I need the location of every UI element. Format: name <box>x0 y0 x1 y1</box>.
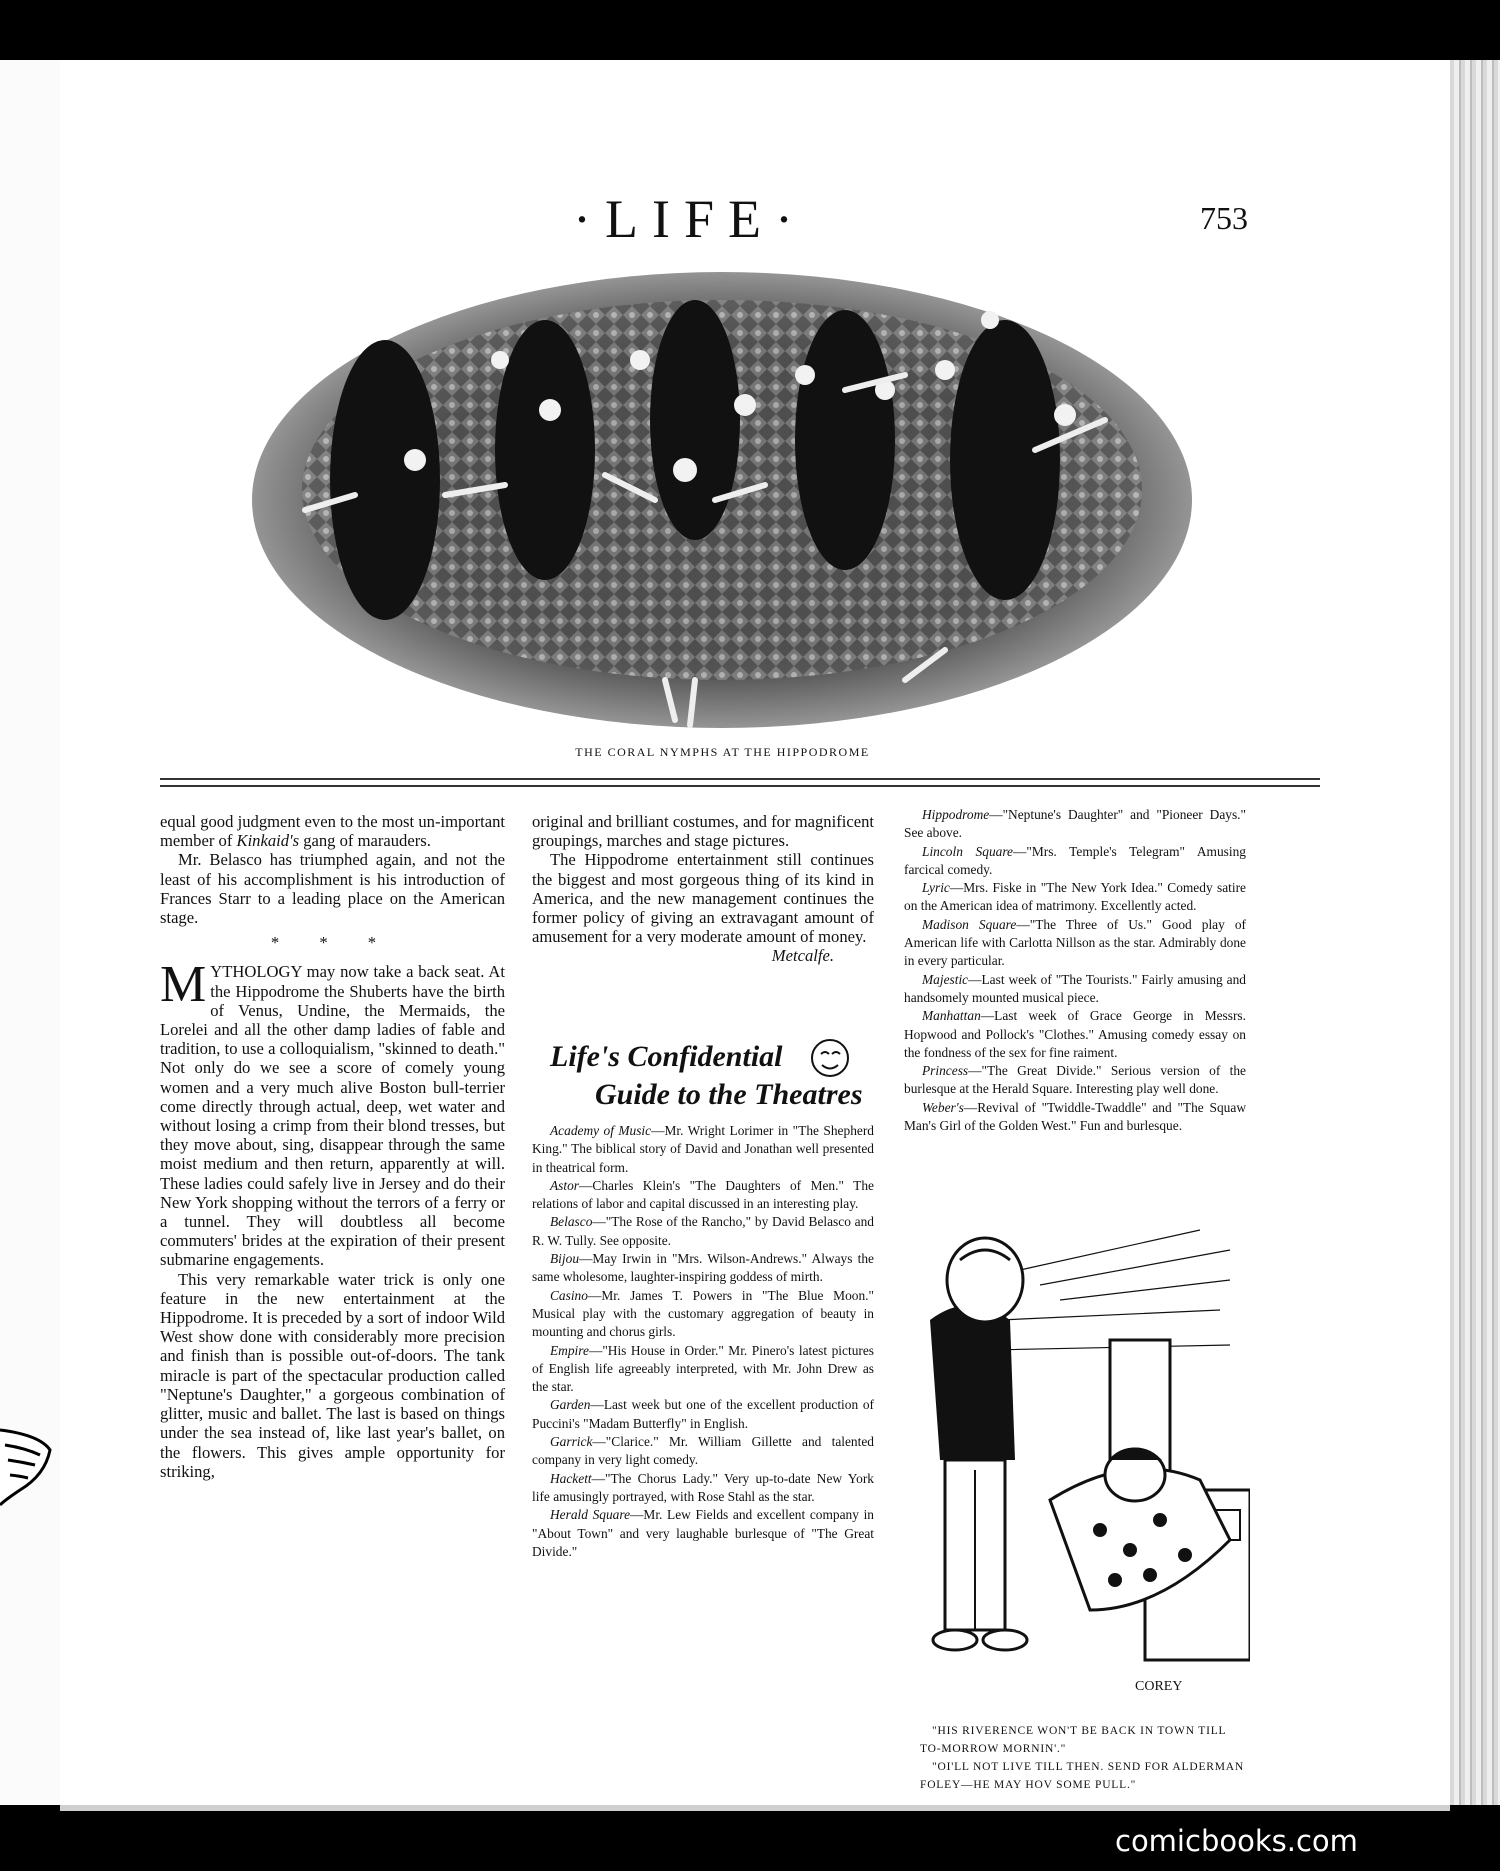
cartoon-caption-line-2: "OI'LL NOT LIVE TILL THEN. SEND FOR ALDERMAN FOLEY—HE MAY HOV SOME PULL." <box>920 1761 1244 1791</box>
guide-entry-venue: Majestic <box>922 971 969 987</box>
cartoon-caption <box>920 1722 1250 1794</box>
guide-entry <box>904 843 1246 880</box>
masthead: ·LIFE· <box>573 189 807 249</box>
guide-entry <box>904 806 1246 843</box>
paragraph-belasco: Mr. Belasco has triumphed again, and not the least of his accomplishment is his introduction of Frances Starr to a leading place on the American stage. <box>160 850 505 928</box>
guide-title-line-1: Life's Confidential <box>550 1040 783 1073</box>
guide-entry-venue: Astor <box>550 1177 580 1193</box>
hat-illustration-fragment <box>0 1420 55 1510</box>
guide-title-line-2: Guide to the Theatres <box>595 1078 863 1111</box>
guide-entry <box>532 1213 874 1250</box>
guide-entry-text: —Mr. Wright Lorimer in "The Shepherd King." The biblical story of David and Jonathan well presented in theatrical form. <box>532 1123 874 1175</box>
guide-entry <box>532 1342 874 1397</box>
guide-entry <box>532 1433 874 1470</box>
column-2 <box>532 812 874 966</box>
paragraph-continued: equal good judgment even to the most un-important member of Kinkaid's gang of marauders. <box>160 812 505 851</box>
theatre-guide-title <box>540 1032 870 1112</box>
guide-entry-venue: Garrick <box>550 1434 593 1450</box>
guide-entry <box>532 1177 874 1214</box>
guide-entry <box>532 1250 874 1287</box>
guide-entry <box>532 1470 874 1507</box>
theatre-guide-list-left <box>532 1122 874 1561</box>
paragraph-hippodrome: The Hippodrome entertainment still continues the biggest and most gorgeous thing of its kind in America, and the new management continues the former policy of giving an extravagant amount of amusement for a very moderate amount of money. <box>532 850 874 947</box>
priest-sickbed-cartoon <box>900 1210 1250 1700</box>
guide-entry-venue: Garden <box>550 1397 591 1413</box>
cartoonist-signature: COREY <box>1135 1679 1183 1694</box>
guide-entry-text: —"The Rose of the Rancho," by David Belasco and R. W. Tully. See opposite. <box>532 1214 874 1248</box>
guide-entry-text: —Mr. Lew Fields and excellent company in "About Town" and very laughable burlesque of "The Great Divide." <box>532 1507 874 1559</box>
guide-entry <box>904 971 1246 1008</box>
previous-page-edge <box>0 60 62 1805</box>
guide-entry-text: —"Clarice." Mr. William Gillette and talented company in very light comedy. <box>532 1434 874 1468</box>
guide-entry-text: —"His House in Order." Mr. Pinero's latest pictures of English life agreeably interpreted, with Mr. John Drew as the star. <box>532 1342 874 1395</box>
guide-entry-venue: Hippodrome <box>922 807 990 822</box>
guide-entry <box>532 1506 874 1561</box>
divider-rule-top <box>160 778 1320 780</box>
guide-entry-text: —"The Chorus Lady." Very up-to-date New York life amusingly portrayed, with Rose Stahl as the star. <box>532 1470 874 1504</box>
guide-entry-text: —Last week of Grace George in Messrs. Hopwood and Pollock's "Clothes." Amusing comedy essay on the fondness of the sex for fine raiment. <box>904 1008 1246 1060</box>
book-page-edges <box>1450 60 1500 1805</box>
site-watermark: comicbooks.com <box>1115 1824 1358 1858</box>
guide-entry <box>904 916 1246 971</box>
guide-entry-venue: Bijou <box>550 1251 580 1267</box>
guide-entry-text: —Charles Klein's "The Daughters of Men." The relations of labor and capital discussed in an interesting play. <box>532 1177 874 1212</box>
guide-entry-venue: Lyric <box>922 880 950 896</box>
guide-entry <box>532 1287 874 1342</box>
photo-caption: THE CORAL NYMPHS AT THE HIPPODROME <box>575 745 870 759</box>
guide-entry-text: —"Mrs. Temple's Telegram" Amusing farcical comedy. <box>904 843 1246 877</box>
coral-nymphs-photo <box>245 270 1200 730</box>
column-1 <box>160 812 505 1481</box>
guide-entry-venue: Belasco <box>550 1214 593 1230</box>
paragraph-costumes: original and brilliant costumes, and for magnificent groupings, marches and stage pictures. <box>532 812 874 851</box>
section-break-stars: * * * <box>270 933 395 953</box>
guide-entry-venue: Weber's <box>922 1099 964 1115</box>
guide-entry-venue: Herald Square <box>550 1507 631 1523</box>
guide-entry-venue: Manhattan <box>922 1008 981 1024</box>
guide-entry-venue: Lincoln Square <box>922 843 1013 859</box>
guide-entry-text: —Mr. James T. Powers in "The Blue Moon." Musical play with the customary aggregation of beauty in mounting and chorus girls. <box>532 1287 874 1340</box>
guide-entry <box>904 879 1246 916</box>
guide-entry <box>532 1396 874 1433</box>
guide-entry-venue: Hackett <box>550 1470 592 1486</box>
guide-entry-text: —May Irwin in "Mrs. Wilson-Andrews." Always the same wholesome, laughter-inspiring goddess of mirth. <box>532 1251 874 1285</box>
guide-entry-text: —Last week but one of the excellent production of Puccini's "Madam Butterfly" in English. <box>532 1397 874 1431</box>
divider-rule-bottom <box>160 785 1320 787</box>
guide-entry-venue: Madison Square <box>922 916 1017 932</box>
guide-entry-venue: Academy of Music <box>550 1123 652 1138</box>
paragraph-mythology: MYTHOLOGY may now take a back seat. At the Hippodrome the Shuberts have the birth of Venus, Undine, the Mermaids, the Lorelei and all the other damp ladies of fable and tradition, to use a colloquialism, "skinned to death." Not only do we see a score of comely young women and a very much alive Boston bull-terrier come directly through actual, deep, wet water and without losing a crimp from their blond tresses, but they move about, sing, disappear through the same moist medium and then return, apparently at will. These ladies could safely live in Jersey and do their New York shopping without the terrors of a ferry or a tunnel. They will doubtless all become commuters' brides at the expiration of their present submarine engagements. <box>160 956 505 1270</box>
page-number: 753 <box>1200 200 1248 236</box>
theatre-masks-icon <box>812 1040 848 1076</box>
guide-entry <box>532 1122 874 1177</box>
guide-entry-venue: Princess <box>922 1063 969 1079</box>
guide-entry-venue: Empire <box>550 1342 589 1358</box>
guide-entry-text: —Revival of "Twiddle-Twaddle" and "The Squaw Man's Girl of the Golden West." Fun and burlesque. <box>904 1099 1246 1134</box>
guide-entry-text: —Mrs. Fiske in "The New York Idea." Comedy satire on the American idea of matrimony. Excellently acted. <box>904 880 1246 914</box>
author-signature: Metcalfe. <box>771 946 834 966</box>
guide-entry-text: —"Neptune's Daughter" and "Pioneer Days." See above. <box>904 807 1246 841</box>
page-bottom-edge <box>60 1805 1450 1811</box>
guide-entry <box>904 1099 1246 1136</box>
guide-entry <box>904 1062 1246 1099</box>
guide-entry-venue: Casino <box>550 1287 588 1303</box>
guide-entry-text: —"The Great Divide." Serious version of the burlesque at the Herald Square. Interesting play well done. <box>904 1063 1246 1097</box>
paragraph-water-trick: This very remarkable water trick is only one feature in the new entertainment at the Hippodrome. It is preceded by a sort of indoor Wild West show done with considerably more precision and finish than is possible out-of-doors. The tank miracle is part of the spectacular production called "Neptune's Daughter," a gorgeous combination of glitter, music and ballet. The last is based on things under the sea instead of, like last year's ballet, on the flowers. This gives ample opportunity for striking, <box>160 1269 505 1481</box>
theatre-guide-list-right <box>904 806 1246 1135</box>
drop-cap: M <box>160 956 207 1014</box>
guide-entry-text: —Last week of "The Tourists." Fairly amusing and handsomely mounted musical piece. <box>904 971 1246 1005</box>
cartoon-caption-line-1: "HIS RIVERENCE WON'T BE BACK IN TOWN TILL TO-MORROW MORNIN'." <box>920 1725 1226 1755</box>
guide-entry <box>904 1007 1246 1062</box>
guide-entry-text: —"The Three of Us." Good play of American life with Carlotta Nillson as the star. Admirably done in every particular. <box>904 916 1246 969</box>
